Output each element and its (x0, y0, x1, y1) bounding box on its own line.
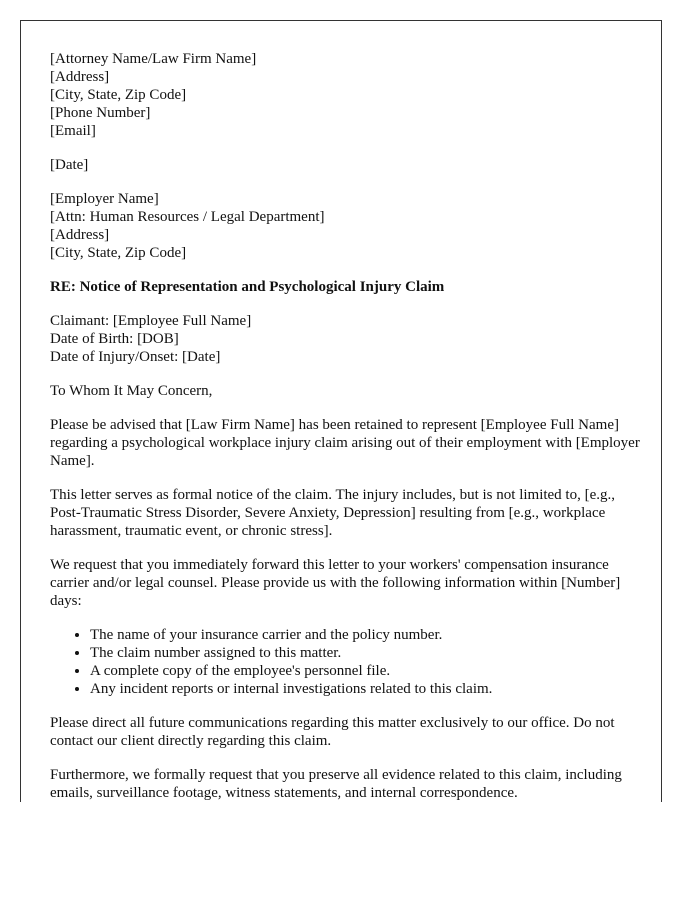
letter-body (50, 50, 640, 802)
evidence-preservation-paragraph: Furthermore, we formally request that you preserve all evidence related to this claim, including emails, surveillance footage, witness statements, and internal correspondence. (50, 767, 622, 801)
injury-date-line: Date of Injury/Onset: [Date] (50, 349, 221, 365)
sender-phone: [Phone Number] (50, 105, 151, 121)
sender-address: [Address] (50, 69, 110, 85)
sender-email: [Email] (50, 123, 96, 139)
salutation: To Whom It May Concern, (50, 383, 213, 399)
recipient-attn: [Attn: Human Resources / Legal Department] (50, 209, 325, 225)
sender-address-block (50, 50, 640, 140)
letter-page (20, 20, 662, 802)
claim-details-block (50, 312, 640, 366)
list-item: • A complete copy of the employee's personnel file. (90, 662, 640, 680)
request-paragraph: We request that you immediately forward this letter to your workers' compensation insurance carrier and/or legal counsel. Please provide us with the following information within [Number] days: (50, 557, 621, 609)
list-item: • Any incident reports or internal investigations related to this claim. (90, 680, 640, 698)
claimant-line: Claimant: [Employee Full Name] (50, 313, 252, 329)
recipient-address-block (50, 190, 640, 262)
requested-items-list (50, 626, 640, 698)
list-item: • The claim number assigned to this matter. (90, 644, 640, 662)
recipient-name: [Employer Name] (50, 191, 159, 207)
list-item: • The name of your insurance carrier and the policy number. (90, 626, 640, 644)
injury-notice-paragraph: This letter serves as formal notice of the claim. The injury includes, but is not limited to, [e.g., Post-Traumatic Stress Disorder, Severe Anxiety, Depression] resulting from [e.g., workplace harassment, traumatic event, or chronic stress]. (50, 487, 616, 539)
representation-paragraph: Please be advised that [Law Firm Name] has been retained to represent [Employee Full Name] regarding a psychological workplace injury claim arising out of their employment with [Employer Name]. (50, 417, 640, 469)
date-block (50, 156, 640, 174)
dob-line: Date of Birth: [DOB] (50, 331, 179, 347)
recipient-city-state-zip: [City, State, Zip Code] (50, 245, 187, 261)
subject-line: RE: Notice of Representation and Psychological Injury Claim (50, 279, 445, 295)
letter-date: [Date] (50, 157, 89, 173)
sender-city-state-zip: [City, State, Zip Code] (50, 87, 187, 103)
communications-paragraph: Please direct all future communications regarding this matter exclusively to our office. Do not contact our client directly regarding this claim. (50, 715, 615, 749)
sender-name: [Attorney Name/Law Firm Name] (50, 51, 257, 67)
recipient-address: [Address] (50, 227, 110, 243)
